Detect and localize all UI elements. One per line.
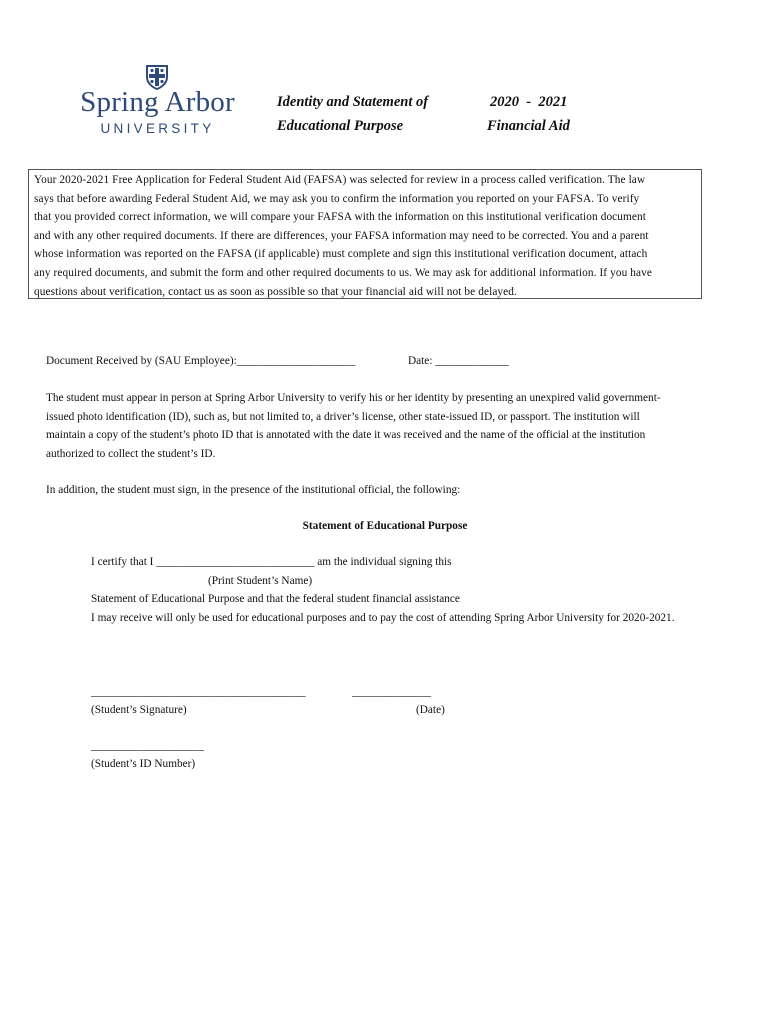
logo-wordmark: Spring Arbor: [80, 86, 235, 118]
signature-date-line[interactable]: ______________: [352, 686, 432, 698]
notice-line: any required documents, and submit the form and other required documents to us. We may ask for additional information. If you have: [34, 266, 652, 279]
received-date-field[interactable]: Date: _____________: [408, 355, 509, 367]
student-id-label: (Student’s ID Number): [91, 758, 196, 770]
notice-line: that you provided correct information, we will compare your FAFSA with the information on this institutional verification document: [34, 211, 647, 224]
identity-line: authorized to collect the student’s ID.: [46, 447, 216, 460]
statement-line2: Statement of Educational Purpose and that the federal student financial assistance: [91, 593, 460, 605]
notice-line: and with any other required documents. If there are differences, your FAFSA information may need to be corrected. You and a parent: [34, 229, 649, 242]
aid-year: 2020 - 2021: [490, 94, 568, 110]
signature-line[interactable]: ______________________________________: [91, 686, 306, 698]
statement-line3: I may receive will only be used for educational purposes and to pay the cost of attending Spring Arbor University for 2020-2021.: [91, 612, 675, 624]
student-id-line[interactable]: ____________________: [91, 740, 204, 752]
form-title-line1: Identity and Statement of: [277, 94, 429, 110]
identity-line: issued photo identification (ID), such as, but not limited to, a driver’s license, other state-issued ID, or passport. The institution will: [46, 410, 640, 423]
print-name-label: (Print Student’s Name): [208, 575, 313, 587]
verification-notice: [34, 171, 698, 301]
addition-text: In addition, the student must sign, in the presence of the institutional official, the following:: [46, 484, 461, 496]
form-title-line2: Educational Purpose: [277, 118, 404, 134]
notice-line: Your 2020-2021 Free Application for Federal Student Aid (FAFSA) was selected for review in a process called verification. The law: [34, 174, 646, 186]
aid-label: Financial Aid: [487, 118, 570, 134]
statement-heading: Statement of Educational Purpose: [302, 520, 468, 532]
received-by-field[interactable]: Document Received by (SAU Employee):_____________________: [46, 355, 356, 367]
notice-line: questions about verification, contact us as soon as possible so that your financial aid will not be delayed.: [34, 285, 517, 298]
identity-line: maintain a copy of the student’s photo ID that is annotated with the date it was received and the name of the official at the institution: [46, 429, 646, 442]
notice-line: says that before awarding Federal Student Aid, we may ask you to confirm the information you reported on your FAFSA. To verify: [34, 192, 640, 205]
identity-paragraph: [46, 389, 696, 463]
university-logo: [70, 64, 245, 142]
signature-date-label: (Date): [416, 704, 445, 716]
logo-subtitle: UNIVERSITY: [100, 121, 215, 136]
signature-label: (Student’s Signature): [91, 704, 187, 716]
notice-line: whose information was reported on the FAFSA (if applicable) must complete and sign this institutional verification document, attach: [34, 248, 648, 261]
identity-line: The student must appear in person at Spring Arbor University to verify his or her identity by presenting an unexpired valid government-: [46, 392, 661, 404]
certify-line[interactable]: I certify that I ____________________________ am the individual signing this: [91, 556, 452, 568]
